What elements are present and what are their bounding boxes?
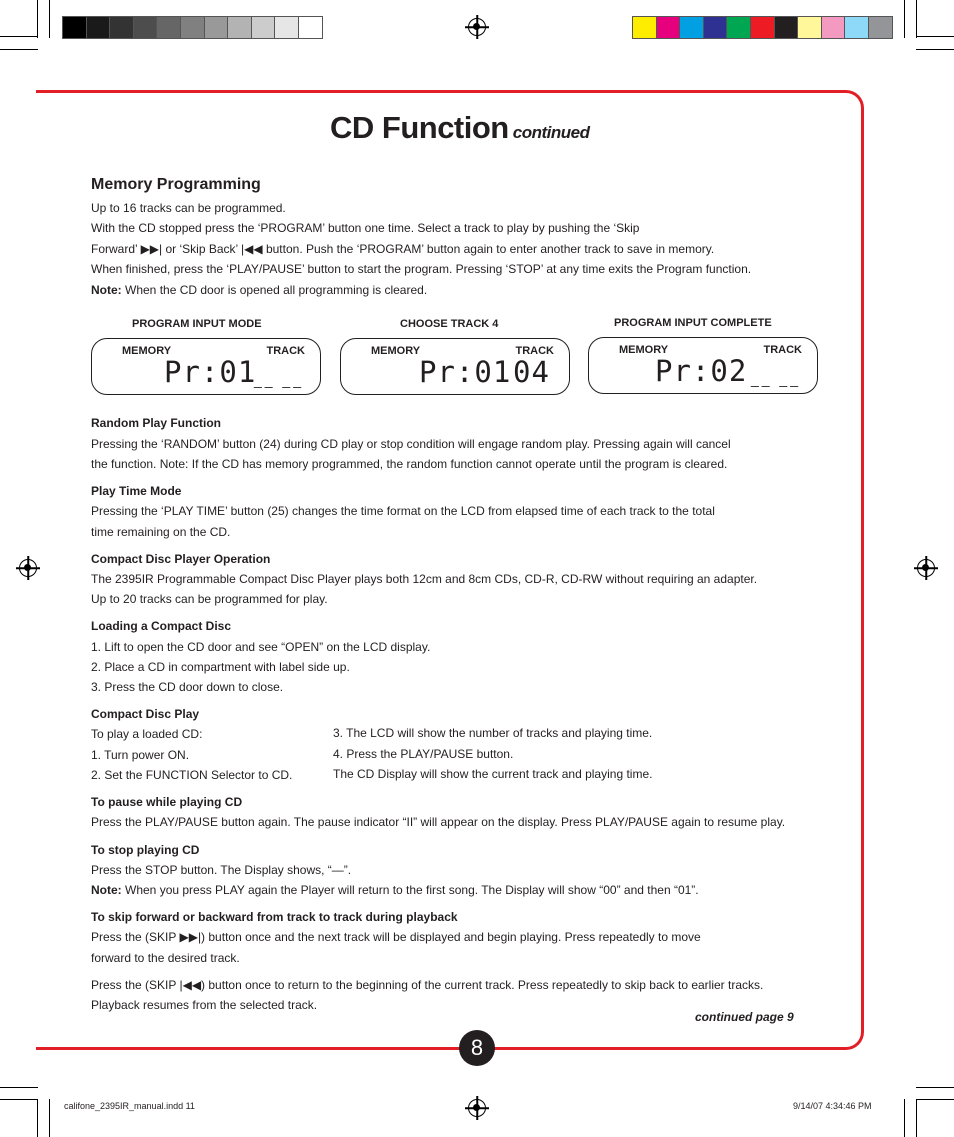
lcd-segment-readout: Pr:02 bbox=[655, 354, 748, 388]
crop-mark bbox=[916, 1087, 954, 1088]
crop-mark bbox=[916, 0, 917, 38]
page-number: 8 bbox=[459, 1030, 495, 1066]
color-swatch bbox=[86, 16, 111, 39]
skip-text: Playback resumes from the selected track. bbox=[91, 998, 318, 1012]
color-swatch bbox=[62, 16, 87, 39]
memory-programming-heading: Memory Programming bbox=[91, 176, 261, 193]
lcd-display-program-complete bbox=[588, 337, 818, 394]
color-swatch bbox=[133, 16, 158, 39]
lcd-track-label: TRACK bbox=[515, 345, 554, 357]
lcd-label: PROGRAM INPUT MODE bbox=[132, 318, 262, 330]
random-play-text: the function. Note: If the CD has memory programmed, the random function cannot operate until the program is cleared. bbox=[91, 457, 728, 471]
color-swatch bbox=[774, 16, 799, 39]
color-swatch bbox=[750, 16, 775, 39]
lcd-display-choose-track bbox=[340, 338, 570, 395]
color-swatch bbox=[298, 16, 323, 39]
cd-operation-text: The 2395IR Programmable Compact Disc Player plays both 12cm and 8cm CDs, CD-R, CD-RW without requiring an adapter. bbox=[91, 572, 758, 586]
lcd-label: CHOOSE TRACK 4 bbox=[400, 318, 499, 330]
note-text: When the CD door is opened all programming is cleared. bbox=[121, 283, 428, 297]
play-time-heading: Play Time Mode bbox=[91, 484, 182, 498]
stop-note bbox=[91, 883, 699, 897]
color-swatch bbox=[703, 16, 728, 39]
crop-mark bbox=[904, 0, 905, 38]
crop-mark bbox=[0, 49, 38, 50]
crop-mark bbox=[916, 49, 954, 50]
color-swatch bbox=[274, 16, 299, 39]
cd-play-step: To play a loaded CD: bbox=[91, 727, 203, 741]
color-swatch bbox=[180, 16, 205, 39]
color-swatch bbox=[656, 16, 681, 39]
play-time-text: Pressing the ‘PLAY TIME’ button (25) changes the time format on the LCD from elapsed time of each track to the total bbox=[91, 504, 715, 518]
lcd-track-label: TRACK bbox=[763, 344, 802, 356]
pause-heading: To pause while playing CD bbox=[91, 795, 243, 809]
note-text: When you press PLAY again the Player will return to the first song. The Display will show “00” and then “01”. bbox=[121, 883, 699, 897]
cd-play-step: 1. Turn power ON. bbox=[91, 748, 190, 762]
cd-play-step: 3. The LCD will show the number of tracks and playing time. bbox=[333, 726, 653, 740]
crop-mark bbox=[916, 1099, 917, 1137]
color-swatch bbox=[821, 16, 846, 39]
continued-note: continued page 9 bbox=[695, 1010, 794, 1024]
skip-text: forward to the desired track. bbox=[91, 951, 240, 965]
crop-mark bbox=[904, 1099, 905, 1137]
page-title bbox=[330, 110, 589, 146]
lcd-segment-readout: Pr:01 bbox=[164, 355, 257, 389]
color-swatch bbox=[844, 16, 869, 39]
memory-line: Forward’ ▶▶| or ‘Skip Back’ |◀◀ button. Push the ‘PROGRAM’ button again to enter another track to save in memory. bbox=[91, 242, 715, 256]
lcd-track-readout: 04 bbox=[513, 355, 550, 389]
stop-heading: To stop playing CD bbox=[91, 843, 200, 857]
cd-play-heading: Compact Disc Play bbox=[91, 707, 200, 721]
color-swatch bbox=[204, 16, 229, 39]
note-label: Note: bbox=[91, 283, 122, 297]
random-play-heading: Random Play Function bbox=[91, 416, 222, 430]
cd-operation-text: Up to 20 tracks can be programmed for play. bbox=[91, 592, 328, 606]
crop-mark bbox=[37, 0, 38, 38]
color-swatch bbox=[632, 16, 657, 39]
color-swatch bbox=[726, 16, 751, 39]
play-time-text: time remaining on the CD. bbox=[91, 525, 231, 539]
random-play-text: Pressing the ‘RANDOM’ button (24) during CD play or stop condition will engage random play. Pressing again will cancel bbox=[91, 437, 731, 451]
crop-mark bbox=[0, 36, 38, 37]
lcd-memory-label: MEMORY bbox=[122, 345, 172, 357]
lcd-track-dashes: __ __ bbox=[750, 371, 801, 387]
page-title-text: CD Function bbox=[330, 110, 509, 145]
crop-mark bbox=[49, 1099, 50, 1137]
registration-mark-icon bbox=[917, 559, 935, 577]
memory-line: Up to 16 tracks can be programmed. bbox=[91, 201, 286, 215]
registration-mark-icon bbox=[468, 18, 486, 36]
color-swatch bbox=[868, 16, 893, 39]
pause-text: Press the PLAY/PAUSE button again. The pause indicator “II” will appear on the display. Press PLAY/PAUSE again to resume play. bbox=[91, 815, 786, 829]
crop-mark bbox=[0, 1087, 38, 1088]
skip-text: Press the (SKIP ▶▶|) button once and the next track will be displayed and begin playing. Press repeatedly to move bbox=[91, 930, 701, 944]
lcd-display-program-input bbox=[91, 338, 321, 395]
crop-mark bbox=[0, 1099, 38, 1100]
memory-line: When finished, press the ‘PLAY/PAUSE’ button to start the program. Pressing ‘STOP’ at any time exits the Program function. bbox=[91, 262, 752, 276]
skip-text: Press the (SKIP |◀◀) button once to return to the beginning of the current track. Press repeatedly to skip back to earlier tracks. bbox=[91, 978, 764, 992]
page-title-suffix: continued bbox=[512, 123, 590, 142]
cd-play-step: 4. Press the PLAY/PAUSE button. bbox=[333, 747, 514, 761]
stop-text: Press the STOP button. The Display shows, “—”. bbox=[91, 863, 352, 877]
crop-mark bbox=[916, 1099, 954, 1100]
crop-mark bbox=[37, 1099, 38, 1137]
crop-mark bbox=[49, 0, 50, 38]
color-swatch bbox=[251, 16, 276, 39]
loading-heading: Loading a Compact Disc bbox=[91, 619, 232, 633]
memory-line: With the CD stopped press the ‘PROGRAM’ button one time. Select a track to play by pushing the ‘Skip bbox=[91, 221, 640, 235]
lcd-segment-readout: Pr:01 bbox=[419, 355, 512, 389]
skip-heading: To skip forward or backward from track to track during playback bbox=[91, 910, 458, 924]
color-swatch bbox=[109, 16, 134, 39]
footer-timestamp: 9/14/07 4:34:46 PM bbox=[793, 1101, 872, 1111]
color-swatch bbox=[156, 16, 181, 39]
loading-step: 3. Press the CD door down to close. bbox=[91, 680, 284, 694]
note-label: Note: bbox=[91, 883, 122, 897]
lcd-memory-label: MEMORY bbox=[371, 345, 421, 357]
cd-operation-heading: Compact Disc Player Operation bbox=[91, 552, 271, 566]
registration-mark-icon bbox=[468, 1099, 486, 1117]
memory-note bbox=[91, 283, 427, 297]
lcd-memory-label: MEMORY bbox=[619, 344, 669, 356]
lcd-track-label: TRACK bbox=[266, 345, 305, 357]
loading-step: 2. Place a CD in compartment with label side up. bbox=[91, 660, 350, 674]
lcd-label: PROGRAM INPUT COMPLETE bbox=[614, 317, 772, 329]
loading-step: 1. Lift to open the CD door and see “OPEN” on the LCD display. bbox=[91, 640, 431, 654]
color-swatch bbox=[679, 16, 704, 39]
color-swatch bbox=[227, 16, 252, 39]
cd-play-step: The CD Display will show the current track and playing time. bbox=[333, 767, 653, 781]
lcd-track-dashes: __ __ bbox=[253, 372, 304, 388]
footer-filename: califone_2395IR_manual.indd 11 bbox=[64, 1101, 195, 1111]
registration-mark-icon bbox=[19, 559, 37, 577]
cd-play-step: 2. Set the FUNCTION Selector to CD. bbox=[91, 768, 293, 782]
crop-mark bbox=[916, 36, 954, 37]
color-swatch bbox=[797, 16, 822, 39]
